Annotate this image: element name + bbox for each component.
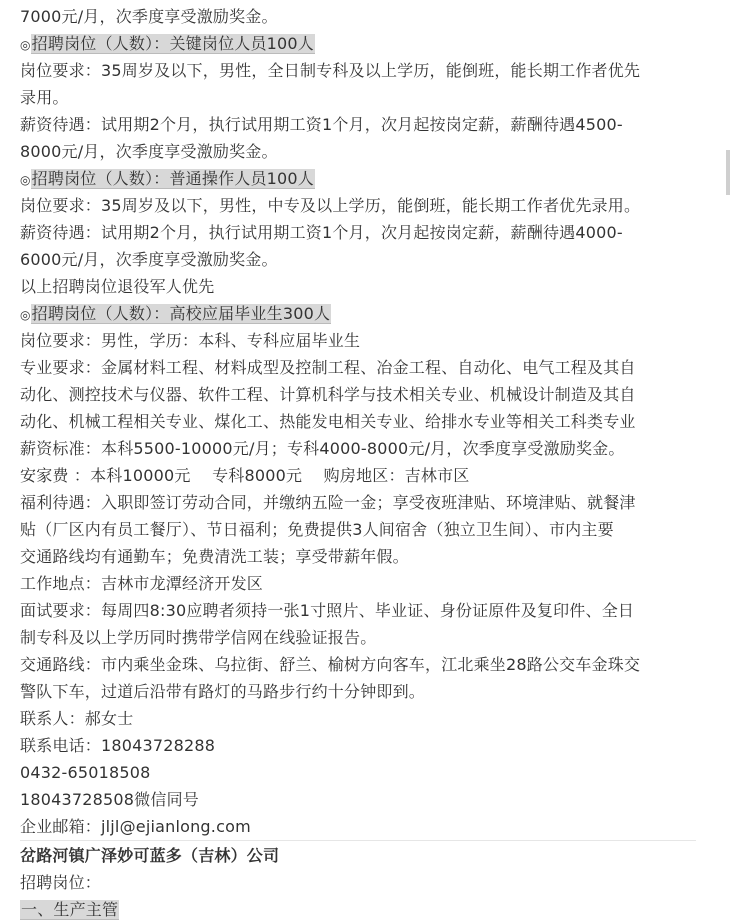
text-line: 安家费 ：本科10000元 专科8000元 购房地区：吉林市区 xyxy=(20,466,470,485)
text-line: 以上招聘岗位退役军人优先 xyxy=(20,277,215,296)
text-line: 动化、测控技术与仪器、软件工程、计算机科学与技术相关专业、机械设计制造及其自 xyxy=(20,385,636,404)
text-line: 企业邮箱：jljl@ejianlong.com xyxy=(20,817,251,836)
text-line: 贴（厂区内有员工餐厅）、节日福利；免费提供3人间宿舍（独立卫生间）、市内主要 xyxy=(20,520,614,539)
text-line: 福利待遇：入职即签订劳动合同，并缴纳五险一金；享受夜班津贴、环境津贴、就餐津 xyxy=(20,493,636,512)
scrollbar-thumb[interactable] xyxy=(726,150,730,195)
text-line: 18043728508微信同号 xyxy=(20,790,199,809)
text-line: 岗位要求：35周岁及以下，男性，中专及以上学历，能倒班，能长期工作者优先录用。 xyxy=(20,196,641,215)
circle-marker-icon: ◎ xyxy=(20,308,31,322)
text-line: 交通路线均有通勤车；免费清洗工装；享受带薪年假。 xyxy=(20,547,409,566)
text-line: 7000元/月，次季度享受激励奖金。 xyxy=(20,7,278,26)
job-heading: ◎招聘岗位（人数）：高校应届毕业生300人 xyxy=(20,304,331,323)
circle-marker-icon: ◎ xyxy=(20,173,31,187)
text-line: 联系电话：18043728288 xyxy=(20,736,216,755)
job-heading: 一、生产主管 xyxy=(21,900,119,919)
section-divider xyxy=(20,840,696,841)
text-line: 制专科及以上学历同时携带学信网在线验证报告。 xyxy=(20,628,377,647)
text-line: 交通路线：市内乘坐金珠、乌拉街、舒兰、榆树方向客车，江北乘坐28路公交车金珠交 xyxy=(20,655,641,674)
text-line: 岗位要求：男性，学历：本科、专科应届毕业生 xyxy=(20,331,361,350)
text-line: 专业要求：金属材料工程、材料成型及控制工程、冶金工程、自动化、电气工程及其自 xyxy=(20,358,636,377)
text-line: 动化、机械工程相关专业、煤化工、热能发电相关专业、给排水专业等相关工科类专业 xyxy=(20,412,636,431)
job-heading: ◎招聘岗位（人数）：关键岗位人员100人 xyxy=(20,34,315,53)
text-line: 8000元/月，次季度享受激励奖金。 xyxy=(20,142,278,161)
text-line: 薪资待遇：试用期2个月，执行试用期工资1个月，次月起按岗定薪，薪酬待遇4000- xyxy=(20,223,623,242)
text-line: 工作地点：吉林市龙潭经济开发区 xyxy=(20,574,264,593)
text-line: 0432-65018508 xyxy=(20,763,151,782)
text-line: 面试要求：每周四8:30应聘者须持一张1寸照片、毕业证、身份证原件及复印件、全日 xyxy=(20,601,635,620)
text-line: 招聘岗位： xyxy=(20,873,102,892)
text-line: 6000元/月，次季度享受激励奖金。 xyxy=(20,250,278,269)
job-heading: ◎招聘岗位（人数）：普通操作人员100人 xyxy=(20,169,315,188)
text-line: 岗位要求：35周岁及以下，男性，全日制专科及以上学历，能倒班，能长期工作者优先 xyxy=(20,61,641,80)
text-line: 录用。 xyxy=(20,88,69,107)
text-line: 薪资标准：本科5500-10000元/月；专科4000-8000元/月，次季度享受激励奖金。 xyxy=(20,439,625,458)
text-line: 联系人：郝女士 xyxy=(20,709,134,728)
text-line: 警队下车，过道后沿带有路灯的马路步行约十分钟即到。 xyxy=(20,682,426,701)
circle-marker-icon: ◎ xyxy=(20,38,31,52)
company-name: 岔路河镇广泽妙可蓝多（吉林）公司 xyxy=(20,846,280,865)
text-line: 薪资待遇：试用期2个月，执行试用期工资1个月，次月起按岗定薪，薪酬待遇4500- xyxy=(20,115,623,134)
